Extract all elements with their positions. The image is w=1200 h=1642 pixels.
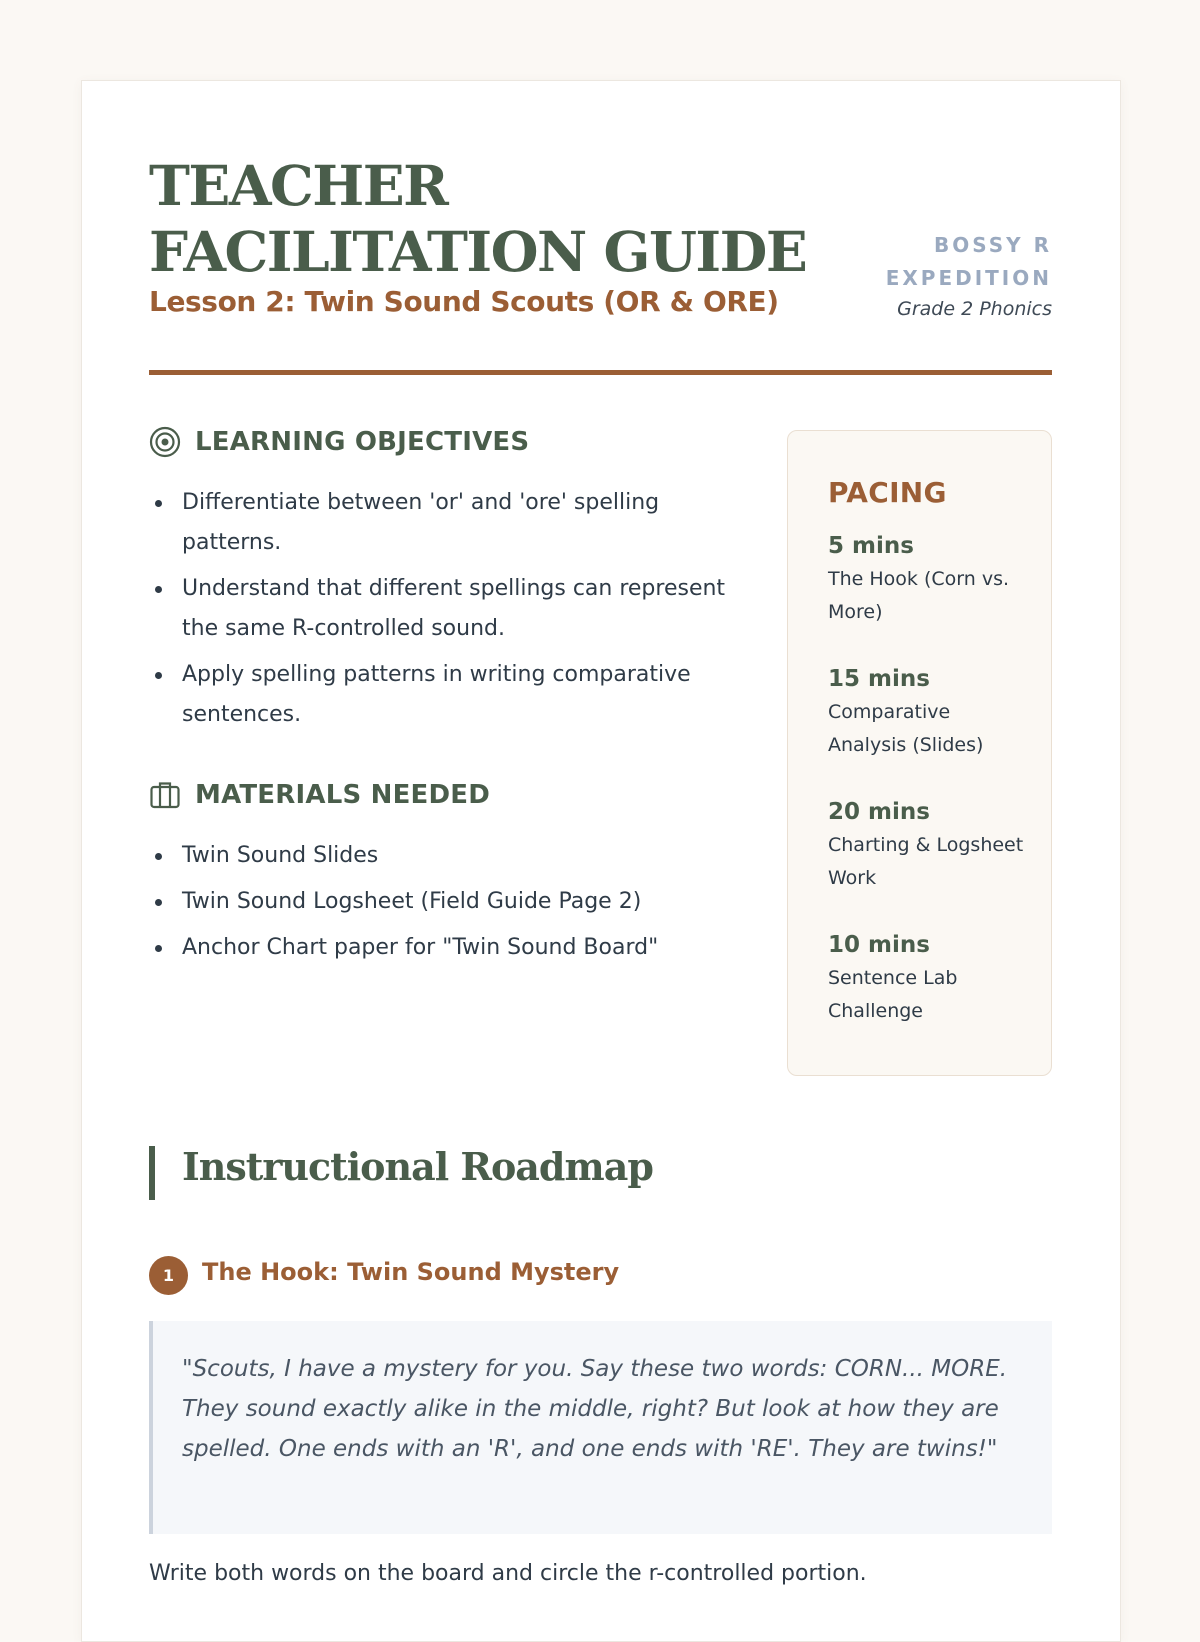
list-item: Twin Sound Slides [149,836,769,876]
pacing-activity: Sentence Lab Challenge [828,967,958,1022]
roadmap-heading: Instructional Roadmap [182,1144,653,1189]
pacing-activity: Comparative Analysis (Slides) [828,701,984,756]
pacing-activity: The Hook (Corn vs. More) [828,568,1010,623]
pacing-card [787,430,1052,1076]
pacing-heading: PACING [828,476,947,509]
step-instruction: Write both words on the board and circle the r-controlled portion. [149,1561,867,1586]
title-line-2: FACILITATION GUIDE [149,219,807,284]
teacher-script-quote: "Scouts, I have a mystery for you. Say these two words: CORN... MORE. They sound exactly alike in the middle, right? But look at how they are spelled. One ends with an 'R', and one ends with 'RE'. They are twins!" [149,1321,1052,1534]
guide-page [81,80,1121,1642]
pacing-time: 5 mins [828,533,914,559]
list-item: Anchor Chart paper for "Twin Sound Board" [149,928,769,968]
pacing-item [828,799,1028,895]
pacing-item [828,932,1028,1028]
lesson-subtitle: Lesson 2: Twin Sound Scouts (OR & ORE) [149,285,779,318]
pacing-time: 20 mins [828,799,930,825]
materials-list [149,836,769,974]
materials-heading [149,779,490,811]
pacing-activity: Charting & Logsheet Work [828,834,1024,889]
pacing-time: 10 mins [828,932,930,958]
brand-line-2: EXPEDITION [885,266,1052,290]
header-meta [886,229,1052,320]
roadmap-accent-bar [149,1146,155,1200]
brand-line-1: BOSSY R [933,233,1052,257]
objectives-heading-label: LEARNING OBJECTIVES [195,427,530,457]
step-number-badge: 1 [149,1256,188,1295]
list-item: Understand that different spellings can represent the same R-controlled sound. [149,569,729,649]
page-title [149,153,809,285]
objectives-heading [149,426,529,458]
pacing-item [828,533,1028,629]
header-divider [149,370,1052,375]
list-item: Twin Sound Logsheet (Field Guide Page 2) [149,882,769,922]
pacing-time: 15 mins [828,666,930,692]
materials-heading-label: MATERIALS NEEDED [195,780,491,810]
title-line-1: TEACHER [149,153,448,218]
objectives-list [149,483,729,741]
grade-label: Grade 2 Phonics [897,298,1052,320]
step-title: The Hook: Twin Sound Mystery [202,1258,620,1286]
pacing-item [828,666,1028,762]
list-item: Apply spelling patterns in writing comparative sentences. [149,655,729,735]
target-icon [149,426,181,458]
list-item: Differentiate between 'or' and 'ore' spelling patterns. [149,483,729,563]
briefcase-icon [149,779,181,811]
